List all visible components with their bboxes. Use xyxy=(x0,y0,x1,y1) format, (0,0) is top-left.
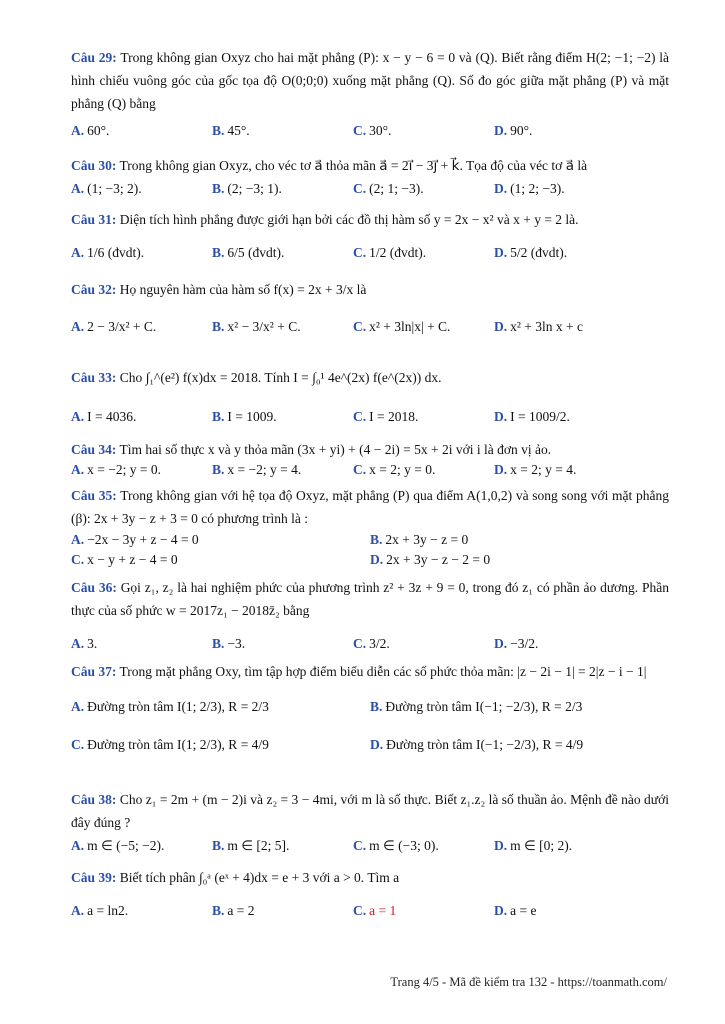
option-a[interactable]: 3. xyxy=(87,636,98,651)
option-b[interactable]: Đường tròn tâm I(−1; −2/3), R = 2/3 xyxy=(385,699,583,714)
option-label: B. xyxy=(212,903,225,918)
option-a[interactable]: I = 4036. xyxy=(87,409,137,424)
question-30 xyxy=(71,154,669,200)
option-label: B. xyxy=(370,699,383,714)
option-d[interactable]: (1; 2; −3). xyxy=(510,181,565,196)
question-stem: Cho z₁ = 2m + (m − 2)i và z₂ = 3 − 4mi, với m là số thực. Biết z₁.z₂ là số thuần ảo. Mệnh đề nào dưới đây đúng ? xyxy=(71,792,669,830)
option-label: B. xyxy=(370,532,383,547)
question-stem: Trong mặt phẳng Oxy, tìm tập hợp điểm biểu diễn các số phức thỏa mãn: |z − 2i − 1| = 2|z − i − 1| xyxy=(119,664,647,679)
question-heading: Câu 35: xyxy=(71,488,117,503)
question-38 xyxy=(71,788,669,857)
question-33 xyxy=(71,366,669,428)
question-stem: Biết tích phân ∫₀ᵃ (eˣ + 4)dx = e + 3 với a > 0. Tìm a xyxy=(119,870,400,885)
option-label: D. xyxy=(494,838,508,853)
option-label: A. xyxy=(71,532,85,547)
option-label: C. xyxy=(353,409,367,424)
option-label: D. xyxy=(494,181,508,196)
option-a[interactable]: −2x − 3y + z − 4 = 0 xyxy=(87,532,199,547)
option-label: D. xyxy=(494,245,508,260)
question-37 xyxy=(71,660,669,757)
page-footer: Trang 4/5 - Mã đề kiểm tra 132 - https://toanmath.com/ xyxy=(390,975,667,989)
option-b[interactable]: 45°. xyxy=(227,123,250,138)
option-a[interactable]: 2 − 3/x² + C. xyxy=(87,319,157,334)
question-stem: Trong không gian Oxyz, cho véc tơ a⃗ thỏa mãn a⃗ = 2i⃗ − 3j⃗ + k⃗. Tọa độ của véc tơ a⃗ là xyxy=(119,158,588,173)
option-label: C. xyxy=(71,552,85,567)
question-stem: Tìm hai số thực x và y thỏa mãn (3x + yi) + (4 − 2i) = 5x + 2i với i là đơn vị ảo. xyxy=(119,442,552,457)
option-d[interactable]: I = 1009/2. xyxy=(510,409,570,424)
option-c[interactable]: x = 2; y = 0. xyxy=(369,462,436,477)
option-label: A. xyxy=(71,903,85,918)
option-c[interactable]: 1/2 (đvdt). xyxy=(369,245,427,260)
option-label: A. xyxy=(71,245,85,260)
option-label: D. xyxy=(494,903,508,918)
option-b[interactable]: (2; −3; 1). xyxy=(227,181,282,196)
option-d[interactable]: −3/2. xyxy=(510,636,539,651)
question-heading: Câu 38: xyxy=(71,792,117,807)
option-label: D. xyxy=(494,123,508,138)
option-a[interactable]: x = −2; y = 0. xyxy=(87,462,161,477)
option-label: D. xyxy=(370,737,384,752)
question-36 xyxy=(71,576,669,655)
question-35 xyxy=(71,484,669,570)
option-c-highlighted[interactable]: a = 1 xyxy=(369,903,397,918)
option-d[interactable]: 5/2 (đvdt). xyxy=(510,245,568,260)
option-label: B. xyxy=(212,319,225,334)
option-c[interactable]: I = 2018. xyxy=(369,409,419,424)
option-label: A. xyxy=(71,319,85,334)
option-label: D. xyxy=(494,636,508,651)
option-a[interactable]: 1/6 (đvdt). xyxy=(87,245,145,260)
option-label: B. xyxy=(212,409,225,424)
option-label: A. xyxy=(71,462,85,477)
option-label: B. xyxy=(212,838,225,853)
question-heading: Câu 37: xyxy=(71,664,117,679)
option-a[interactable]: Đường tròn tâm I(1; 2/3), R = 2/3 xyxy=(87,699,269,714)
option-label: B. xyxy=(212,181,225,196)
question-heading: Câu 34: xyxy=(71,442,117,457)
option-d[interactable]: Đường tròn tâm I(−1; −2/3), R = 4/9 xyxy=(386,737,584,752)
question-heading: Câu 31: xyxy=(71,212,117,227)
option-label: C. xyxy=(353,245,367,260)
option-d[interactable]: x = 2; y = 4. xyxy=(510,462,577,477)
question-heading: Câu 30: xyxy=(71,158,117,173)
option-b[interactable]: x² − 3/x² + C. xyxy=(227,319,301,334)
question-stem: Họ nguyên hàm của hàm số f(x) = 2x + 3/x là xyxy=(119,282,367,297)
option-label: C. xyxy=(353,636,367,651)
option-label: B. xyxy=(212,462,225,477)
option-b[interactable]: 6/5 (đvdt). xyxy=(227,245,285,260)
option-c[interactable]: m ∈ (−3; 0). xyxy=(369,838,439,853)
option-label: C. xyxy=(353,462,367,477)
option-label: C. xyxy=(353,319,367,334)
option-d[interactable]: 2x + 3y − z − 2 = 0 xyxy=(386,552,491,567)
option-label: A. xyxy=(71,409,85,424)
option-label: C. xyxy=(353,123,367,138)
question-34 xyxy=(71,440,669,480)
option-a[interactable]: 60°. xyxy=(87,123,110,138)
question-stem: Trong không gian với hệ tọa độ Oxyz, mặt phẳng (P) qua điểm A(1,0,2) và song song với mặt phẳng (β): 2x + 3y − z + 3 = 0 có phương trình là : xyxy=(71,488,669,526)
option-label: C. xyxy=(71,737,85,752)
option-label: A. xyxy=(71,636,85,651)
question-39 xyxy=(71,866,669,922)
option-label: D. xyxy=(494,319,508,334)
option-c[interactable]: Đường tròn tâm I(1; 2/3), R = 4/9 xyxy=(87,737,269,752)
option-a[interactable]: (1; −3; 2). xyxy=(87,181,142,196)
option-c[interactable]: x − y + z − 4 = 0 xyxy=(87,552,178,567)
option-d[interactable]: m ∈ [0; 2). xyxy=(510,838,573,853)
option-d[interactable]: x² + 3ln x + c xyxy=(510,319,584,334)
option-c[interactable]: 30°. xyxy=(369,123,392,138)
question-stem: Trong không gian Oxyz cho hai mặt phẳng (P): x − y − 6 = 0 và (Q). Biết rằng điểm H(2; −1; −2) là hình chiếu vuông góc của gốc tọa độ O(0;0;0) xuống mặt phẳng (Q). Số đo góc giữa mặt phẳng (P) và mặt phẳng (Q) bằng xyxy=(71,50,669,111)
option-b[interactable]: x = −2; y = 4. xyxy=(227,462,302,477)
option-label: C. xyxy=(353,181,367,196)
option-label: D. xyxy=(370,552,384,567)
option-label: D. xyxy=(494,409,508,424)
question-32 xyxy=(71,278,669,338)
option-label: B. xyxy=(212,123,225,138)
question-31 xyxy=(71,208,669,264)
option-b[interactable]: I = 1009. xyxy=(227,409,277,424)
question-heading: Câu 32: xyxy=(71,282,117,297)
option-c[interactable]: (2; 1; −3). xyxy=(369,181,424,196)
option-a[interactable]: m ∈ (−5; −2). xyxy=(87,838,165,853)
question-stem: Gọi z₁, z₂ là hai nghiệm phức của phương trình z² + 3z + 9 = 0, trong đó z₁ có phần ảo dương. Phần thực của số phức w = 2017z₁ − 2018z̄₂ bằng xyxy=(71,580,669,618)
option-label: C. xyxy=(353,903,367,918)
option-b[interactable]: a = 2 xyxy=(227,903,255,918)
option-label: A. xyxy=(71,838,85,853)
option-label: A. xyxy=(71,699,85,714)
option-label: B. xyxy=(212,245,225,260)
option-c[interactable]: x² + 3ln|x| + C. xyxy=(369,319,451,334)
question-heading: Câu 39: xyxy=(71,870,117,885)
question-heading: Câu 33: xyxy=(71,370,117,385)
option-label: D. xyxy=(494,462,508,477)
question-heading: Câu 29: xyxy=(71,50,117,65)
option-c[interactable]: 3/2. xyxy=(369,636,390,651)
option-b[interactable]: m ∈ [2; 5]. xyxy=(227,838,290,853)
option-label: A. xyxy=(71,123,85,138)
option-d[interactable]: a = e xyxy=(510,903,537,918)
option-label: A. xyxy=(71,181,85,196)
option-label: C. xyxy=(353,838,367,853)
question-stem: Cho ∫₁^(e²) f(x)dx = 2018. Tính I = ∫₀¹ 4e^(2x) f(e^(2x)) dx. xyxy=(119,370,442,385)
question-29 xyxy=(71,46,669,142)
option-b[interactable]: −3. xyxy=(227,636,246,651)
question-heading: Câu 36: xyxy=(71,580,117,595)
question-stem: Diện tích hình phẳng được giới hạn bởi các đồ thị hàm số y = 2x − x² và x + y = 2 là. xyxy=(119,212,579,227)
option-a[interactable]: a = ln2. xyxy=(87,903,129,918)
option-b[interactable]: 2x + 3y − z = 0 xyxy=(385,532,469,547)
option-d[interactable]: 90°. xyxy=(510,123,533,138)
option-label: B. xyxy=(212,636,225,651)
